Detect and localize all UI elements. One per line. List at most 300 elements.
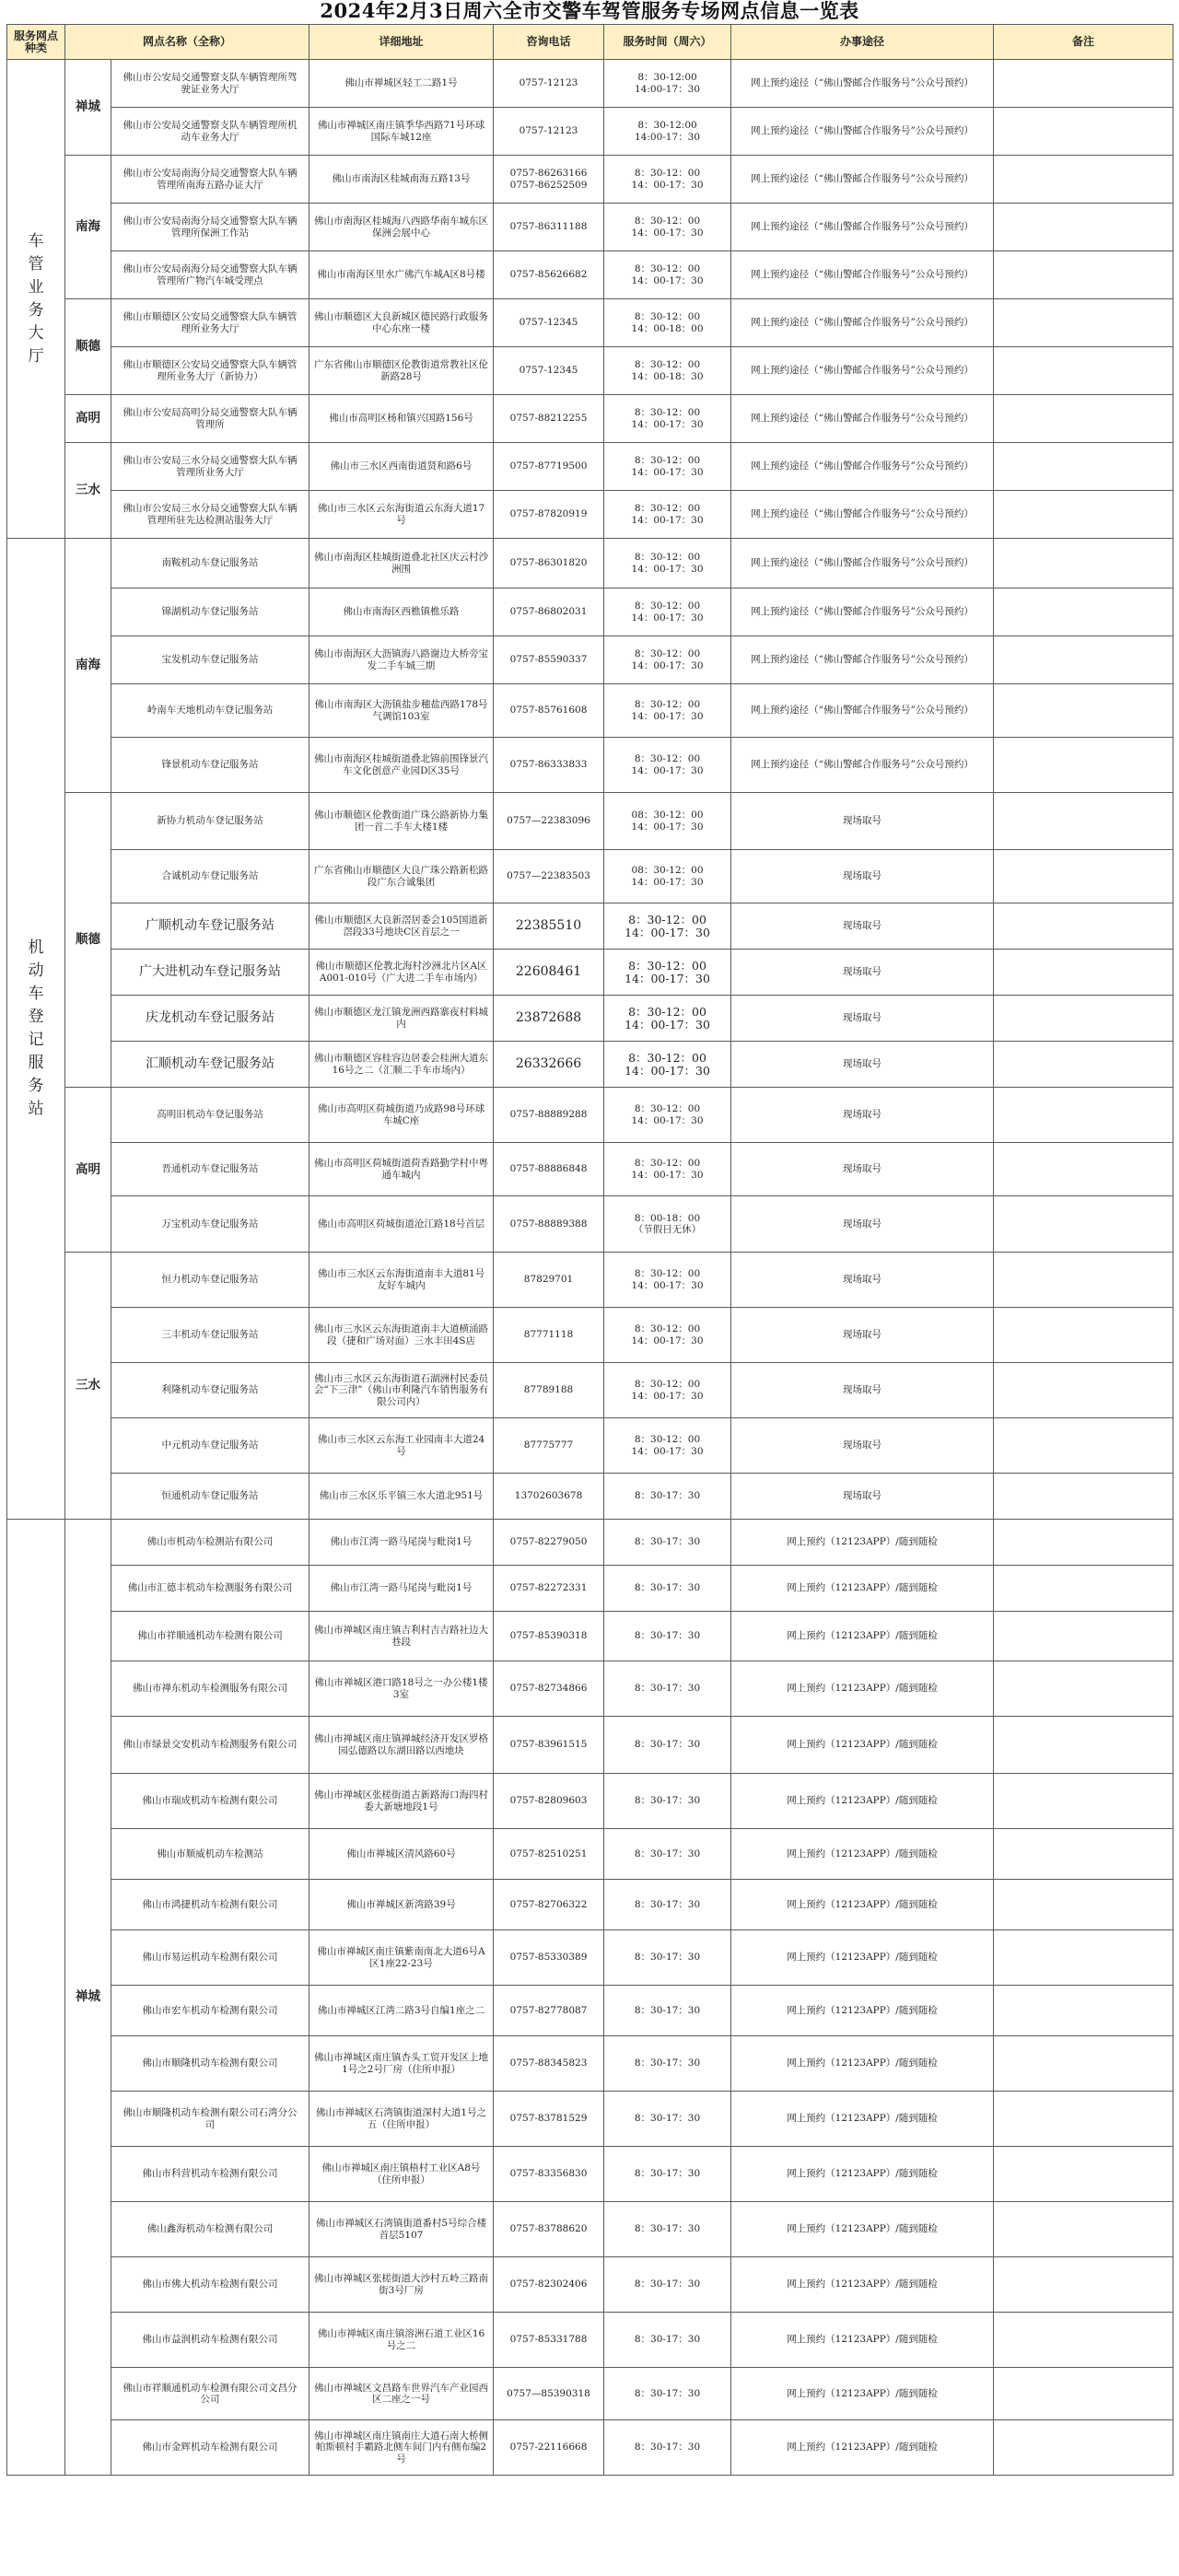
- header-type: 服务网点种类: [7, 25, 65, 60]
- phone-cell: 0757-12123: [494, 108, 604, 156]
- method-cell: 网上预约途径（“佛山警邮合作服务号”公众号预约）: [731, 156, 994, 204]
- point-name-cell: 佛山市鸿捷机动车检测有限公司: [111, 1880, 309, 1930]
- method-cell: 现场取号: [731, 1253, 994, 1308]
- hours-cell: 8：30-17：30: [604, 2092, 731, 2147]
- district-cell: 三水: [65, 1253, 111, 1520]
- phone-cell: 0757—22383096: [494, 793, 604, 850]
- point-name-cell: 晋通机动车登记服务站: [111, 1143, 309, 1196]
- table-row: [7, 1474, 1173, 1520]
- category-cell: 车管业务大厅: [7, 60, 65, 539]
- district-cell: 高明: [65, 395, 111, 443]
- hours-cell: 08：30-12：00 14：00-17：30: [604, 850, 731, 903]
- phone-cell: 87829701: [494, 1253, 604, 1308]
- hours-cell: 8：30-12：00 14：00-17：30: [604, 1042, 731, 1088]
- method-cell: 网上预约（12123APP）/随到随检: [731, 2420, 994, 2476]
- table-row: [7, 589, 1173, 636]
- method-cell: 网上预约（12123APP）/随到随检: [731, 1880, 994, 1930]
- district-cell: 顺德: [65, 793, 111, 1088]
- district-cell: 禅城: [65, 60, 111, 156]
- remark-cell: [994, 2257, 1173, 2313]
- address-cell: 佛山市禅城区南庄镇南庄大道石南大桥侧帕斯顿村手霸路北侧车间门内有侧布编2号: [309, 2420, 494, 2476]
- hours-cell: 8：30-12：00 14：00-17：30: [604, 443, 731, 491]
- address-cell: 佛山市顺德区龙江镇龙洲西路寨夜村料城内: [309, 996, 494, 1042]
- remark-cell: [994, 204, 1173, 251]
- method-cell: 网上预约（12123APP）/随到随检: [731, 2368, 994, 2420]
- phone-cell: 0757-88889388: [494, 1196, 604, 1253]
- address-cell: 佛山市三水区西南街道贤和路6号: [309, 443, 494, 491]
- hours-cell: 8：30-12：00 14：00-17：30: [604, 491, 731, 539]
- phone-cell: 0757-82734866: [494, 1661, 604, 1717]
- phone-cell: 0757—22383503: [494, 850, 604, 903]
- point-name-cell: 广大进机动车登记服务站: [111, 950, 309, 996]
- method-cell: 网上预约（12123APP）/随到随检: [731, 1566, 994, 1612]
- address-cell: 佛山市禅城区南庄镇杏头工贸开发区上地1号之2号厂房（住所申报）: [309, 2036, 494, 2092]
- point-name-cell: 锋景机动车登记服务站: [111, 738, 309, 793]
- category-cell: 机动车登记服务站: [7, 539, 65, 1520]
- hours-cell: 8：30-17：30: [604, 1829, 731, 1880]
- point-name-cell: 汇顺机动车登记服务站: [111, 1042, 309, 1088]
- point-name-cell: 佛山市公安局三水分局交通警察大队车辆管理所驻先达检测站服务大厅: [111, 491, 309, 539]
- point-name-cell: 佛山市顺威机动车检测站: [111, 1829, 309, 1880]
- district-cell: 南海: [65, 539, 111, 793]
- address-cell: 佛山市高明区荷城街道沧江路18号首层: [309, 1196, 494, 1253]
- method-cell: 现场取号: [731, 850, 994, 903]
- header-row: [7, 25, 1173, 60]
- phone-cell: 0757-83788620: [494, 2202, 604, 2257]
- hours-cell: 8：30-17：30: [604, 1520, 731, 1566]
- phone-cell: 0757-85590337: [494, 636, 604, 684]
- phone-cell: 0757-87820919: [494, 491, 604, 539]
- point-name-cell: 佛山市科营机动车检测有限公司: [111, 2147, 309, 2202]
- address-cell: 佛山市三水区云东海街道南丰大道81号友好车城内: [309, 1253, 494, 1308]
- hours-cell: 8：30-12：00 14：00-17：30: [604, 684, 731, 738]
- address-cell: 佛山市三水区云东海工业园南丰大道24号: [309, 1418, 494, 1474]
- phone-cell: 13702603678: [494, 1474, 604, 1520]
- phone-cell: 0757-88889288: [494, 1088, 604, 1143]
- method-cell: 网上预约途径（“佛山警邮合作服务号”公众号预约）: [731, 204, 994, 251]
- table-row: [7, 1661, 1173, 1717]
- hours-cell: 8：30-17：30: [604, 2313, 731, 2368]
- table-row: [7, 2036, 1173, 2092]
- header-address: 详细地址: [309, 25, 494, 60]
- method-cell: 现场取号: [731, 903, 994, 950]
- method-cell: 网上预约（12123APP）/随到随检: [731, 1986, 994, 2036]
- header-method: 办事途径: [731, 25, 994, 60]
- method-cell: 网上预约途径（“佛山警邮合作服务号”公众号预约）: [731, 251, 994, 299]
- remark-cell: [994, 1612, 1173, 1661]
- point-name-cell: 佛山鑫海机动车检测有限公司: [111, 2202, 309, 2257]
- phone-cell: 0757-88212255: [494, 395, 604, 443]
- hours-cell: 8：30-17：30: [604, 2147, 731, 2202]
- point-name-cell: 佛山市顺隆机动车检测有限公司: [111, 2036, 309, 2092]
- table-row: [7, 636, 1173, 684]
- table-row: [7, 1930, 1173, 1986]
- address-cell: 广东省佛山市顺德区大良广珠公路新松路段广东合诚集团: [309, 850, 494, 903]
- remark-cell: [994, 539, 1173, 589]
- table-row: [7, 1986, 1173, 2036]
- table-row: [7, 684, 1173, 738]
- point-name-cell: 佛山市瑞成机动车检测有限公司: [111, 1774, 309, 1829]
- address-cell: 佛山市江湾一路马尾岗与毗岗1号: [309, 1520, 494, 1566]
- point-name-cell: 佛山市机动车检测站有限公司: [111, 1520, 309, 1566]
- point-name-cell: 佛山市公安局三水分局交通警察大队车辆管理所业务大厅: [111, 443, 309, 491]
- phone-cell: 0757-83356830: [494, 2147, 604, 2202]
- hours-cell: 8：30-12：00 14：00-17：30: [604, 1418, 731, 1474]
- point-name-cell: 佛山市禅东机动车检测服务有限公司: [111, 1661, 309, 1717]
- remark-cell: [994, 1717, 1173, 1774]
- phone-cell: 0757-87719500: [494, 443, 604, 491]
- remark-cell: [994, 2368, 1173, 2420]
- phone-cell: 0757-12345: [494, 299, 604, 347]
- district-cell: 顺德: [65, 299, 111, 395]
- remark-cell: [994, 1880, 1173, 1930]
- address-cell: 佛山市顺德区容桂容边居委会桂洲大道东16号之二（汇顺二手车市场内）: [309, 1042, 494, 1088]
- point-name-cell: 佛山市佛大机动车检测有限公司: [111, 2257, 309, 2313]
- remark-cell: [994, 108, 1173, 156]
- method-cell: 网上预约途径（“佛山警邮合作服务号”公众号预约）: [731, 684, 994, 738]
- address-cell: 佛山市南海区大沥镇海八路谢边大桥旁宝发二手车城三期: [309, 636, 494, 684]
- remark-cell: [994, 251, 1173, 299]
- phone-cell: 23872688: [494, 996, 604, 1042]
- hours-cell: 8：30-17：30: [604, 2368, 731, 2420]
- point-name-cell: 佛山市金辉机动车检测有限公司: [111, 2420, 309, 2476]
- method-cell: 网上预约（12123APP）/随到随检: [731, 1930, 994, 1986]
- hours-cell: 8：00-18：00 （节假日无休）: [604, 1196, 731, 1253]
- address-cell: 佛山市禅城区石湾镇街道深村大道1号之五（住所申报）: [309, 2092, 494, 2147]
- method-cell: 现场取号: [731, 1042, 994, 1088]
- table-row: [7, 2420, 1173, 2476]
- point-name-cell: 庆龙机动车登记服务站: [111, 996, 309, 1042]
- phone-cell: 0757-12345: [494, 347, 604, 395]
- phone-cell: 87771118: [494, 1308, 604, 1363]
- table-row: [7, 1829, 1173, 1880]
- category-cell: [7, 1520, 65, 2476]
- point-name-cell: 佛山市益润机动车检测有限公司: [111, 2313, 309, 2368]
- hours-cell: 8：30-12:00 14:00-17：30: [604, 108, 731, 156]
- point-name-cell: 佛山市祥顺通机动车检测有限公司: [111, 1612, 309, 1661]
- table-row: [7, 156, 1173, 204]
- method-cell: 网上预约途径（“佛山警邮合作服务号”公众号预约）: [731, 539, 994, 589]
- hours-cell: 8：30-17：30: [604, 1661, 731, 1717]
- remark-cell: [994, 589, 1173, 636]
- method-cell: 网上预约（12123APP）/随到随检: [731, 1717, 994, 1774]
- remark-cell: [994, 2313, 1173, 2368]
- hours-cell: 8：30-12：00 14：00-17：30: [604, 636, 731, 684]
- table-row: [7, 1612, 1173, 1661]
- remark-cell: [994, 491, 1173, 539]
- point-name-cell: 南鞍机动车登记服务站: [111, 539, 309, 589]
- point-name-cell: 佛山市公安局交通警察支队车辆管理所机动车业务大厅: [111, 108, 309, 156]
- hours-cell: 8：30-12：00 14：00-17：30: [604, 1308, 731, 1363]
- table-row: [7, 1363, 1173, 1418]
- remark-cell: [994, 2092, 1173, 2147]
- address-cell: 佛山市三水区乐平镇三水大道北951号: [309, 1474, 494, 1520]
- method-cell: 网上预约途径（“佛山警邮合作服务号”公众号预约）: [731, 589, 994, 636]
- table-row: [7, 108, 1173, 156]
- table-row: [7, 395, 1173, 443]
- point-name-cell: 锦湖机动车登记服务站: [111, 589, 309, 636]
- method-cell: 网上预约途径（“佛山警邮合作服务号”公众号预约）: [731, 395, 994, 443]
- remark-cell: [994, 2036, 1173, 2092]
- phone-cell: 26332666: [494, 1042, 604, 1088]
- header-remark: 备注: [994, 25, 1173, 60]
- address-cell: 佛山市顺德区伦教北海村沙洲北片区A区A001-010号（广大进二手车市场内）: [309, 950, 494, 996]
- address-cell: 佛山市三水区云东海街道南丰大道横涌路段（捷和广场对面）三水丰田4S店: [309, 1308, 494, 1363]
- remark-cell: [994, 950, 1173, 996]
- remark-cell: [994, 738, 1173, 793]
- table-row: [7, 2202, 1173, 2257]
- remark-cell: [994, 1088, 1173, 1143]
- method-cell: 网上预约（12123APP）/随到随检: [731, 2313, 994, 2368]
- hours-cell: 8：30-12：00 14：00-17：30: [604, 738, 731, 793]
- point-name-cell: 三丰机动车登记服务站: [111, 1308, 309, 1363]
- phone-cell: 0757-82279050: [494, 1520, 604, 1566]
- hours-cell: 8：30-17：30: [604, 1880, 731, 1930]
- district-cell: 三水: [65, 443, 111, 539]
- table-row: [7, 60, 1173, 108]
- method-cell: 网上预约途径（“佛山警邮合作服务号”公众号预约）: [731, 738, 994, 793]
- address-cell: 佛山市三水区云东海街道石湖洲村民委员会“下三津”（佛山市利隆汽车销售服务有限公司内）: [309, 1363, 494, 1418]
- method-cell: 现场取号: [731, 1196, 994, 1253]
- header-name: 网点名称（全称）: [65, 25, 309, 60]
- method-cell: 现场取号: [731, 1474, 994, 1520]
- method-cell: 现场取号: [731, 1143, 994, 1196]
- remark-cell: [994, 1143, 1173, 1196]
- method-cell: 网上预约途径（“佛山警邮合作服务号”公众号预约）: [731, 636, 994, 684]
- point-name-cell: 宝发机动车登记服务站: [111, 636, 309, 684]
- point-name-cell: 恒力机动车登记服务站: [111, 1253, 309, 1308]
- hours-cell: 8：30-17：30: [604, 1717, 731, 1774]
- hours-cell: 8：30-17：30: [604, 1612, 731, 1661]
- hours-cell: 8：30-12：00 14：00-17：30: [604, 1253, 731, 1308]
- table-row: [7, 2257, 1173, 2313]
- method-cell: 网上预约（12123APP）/随到随检: [731, 2257, 994, 2313]
- table-row: [7, 1196, 1173, 1253]
- table-row: [7, 738, 1173, 793]
- hours-cell: 8：30-12：00 14：00-17：30: [604, 996, 731, 1042]
- table-row: [7, 1566, 1173, 1612]
- phone-cell: 0757-86301820: [494, 539, 604, 589]
- hours-cell: 8：30-12：00 14：00-17：30: [604, 1088, 731, 1143]
- phone-cell: 0757-82809603: [494, 1774, 604, 1829]
- table-row: [7, 1880, 1173, 1930]
- remark-cell: [994, 1661, 1173, 1717]
- point-name-cell: 利隆机动车登记服务站: [111, 1363, 309, 1418]
- remark-cell: [994, 1253, 1173, 1308]
- phone-cell: 0757-85330389: [494, 1930, 604, 1986]
- remark-cell: [994, 850, 1173, 903]
- remark-cell: [994, 1829, 1173, 1880]
- phone-cell: 0757-82510251: [494, 1829, 604, 1880]
- address-cell: 佛山市顺德区伦教街道广珠公路新协力集团一首二手车大楼1楼: [309, 793, 494, 850]
- phone-cell: 0757-82778087: [494, 1986, 604, 2036]
- point-name-cell: 佛山市公安局交通警察支队车辆管理所驾驶证业务大厅: [111, 60, 309, 108]
- point-name-cell: 佛山市汇德丰机动车检测服务有限公司: [111, 1566, 309, 1612]
- point-name-cell: 万宝机动车登记服务站: [111, 1196, 309, 1253]
- remark-cell: [994, 395, 1173, 443]
- method-cell: 现场取号: [731, 1363, 994, 1418]
- table-row: [7, 1418, 1173, 1474]
- phone-cell: 0757-82302406: [494, 2257, 604, 2313]
- method-cell: 网上预约途径（“佛山警邮合作服务号”公众号预约）: [731, 347, 994, 395]
- hours-cell: 08：30-12：00 14：00-17：30: [604, 793, 731, 850]
- address-cell: 佛山市禅城区南庄镇季华西路71号环球国际车城12座: [309, 108, 494, 156]
- address-cell: 佛山市禅城区张槎街道大沙村五岭三路南街3号厂房: [309, 2257, 494, 2313]
- remark-cell: [994, 347, 1173, 395]
- table-row: [7, 2313, 1173, 2368]
- hours-cell: 8：30-17：30: [604, 2257, 731, 2313]
- table-row: [7, 1774, 1173, 1829]
- method-cell: 现场取号: [731, 1418, 994, 1474]
- hours-cell: 8：30-17：30: [604, 2202, 731, 2257]
- table-row: [7, 2147, 1173, 2202]
- hours-cell: 8：30-12：00 14：00-18：30: [604, 347, 731, 395]
- service-points-table: [6, 24, 1173, 2476]
- table-row: [7, 251, 1173, 299]
- phone-cell: 0757-88345823: [494, 2036, 604, 2092]
- address-cell: 佛山市高明区荷城街道荷香路勤学村中粤通车城内: [309, 1143, 494, 1196]
- point-name-cell: 佛山市顺德区公安局交通警察大队车辆管理所业务大厅（新协力）: [111, 347, 309, 395]
- point-name-cell: 佛山市公安局南海分局交通警察大队车辆管理所保洲工作站: [111, 204, 309, 251]
- address-cell: 佛山市禅城区张槎街道古新路海口海四村委大新塘地段1号: [309, 1774, 494, 1829]
- phone-cell: 0757-88886848: [494, 1143, 604, 1196]
- method-cell: 现场取号: [731, 950, 994, 996]
- phone-cell: 0757-85761608: [494, 684, 604, 738]
- method-cell: 网上预约（12123APP）/随到随检: [731, 2092, 994, 2147]
- table-row: [7, 903, 1173, 950]
- address-cell: 佛山市禅城区南庄镇吉利村吉吉路社边大巷段: [309, 1612, 494, 1661]
- phone-cell: 0757-85331788: [494, 2313, 604, 2368]
- remark-cell: [994, 1774, 1173, 1829]
- hours-cell: 8：30-17：30: [604, 2420, 731, 2476]
- address-cell: 佛山市禅城区轻工二路1号: [309, 60, 494, 108]
- address-cell: 佛山市禅城区港口路18号之一办公楼1楼3室: [309, 1661, 494, 1717]
- address-cell: 佛山市禅城区江湾二路3号自编1座之二: [309, 1986, 494, 2036]
- point-name-cell: 佛山市祥顺通机动车检测有限公司文昌分公司: [111, 2368, 309, 2420]
- district-cell: 南海: [65, 156, 111, 299]
- remark-cell: [994, 2147, 1173, 2202]
- point-name-cell: 高明旧机动车登记服务站: [111, 1088, 309, 1143]
- remark-cell: [994, 1196, 1173, 1253]
- address-cell: 佛山市禅城区石湾镇街道番村5号综合楼首层5107: [309, 2202, 494, 2257]
- phone-cell: 0757-12123: [494, 60, 604, 108]
- method-cell: 网上预约（12123APP）/随到随检: [731, 2202, 994, 2257]
- remark-cell: [994, 903, 1173, 950]
- table-row: [7, 850, 1173, 903]
- remark-cell: [994, 1418, 1173, 1474]
- remark-cell: [994, 156, 1173, 204]
- address-cell: 佛山市禅城区清风路60号: [309, 1829, 494, 1880]
- remark-cell: [994, 1474, 1173, 1520]
- phone-cell: 87789188: [494, 1363, 604, 1418]
- point-name-cell: 佛山市绿景交安机动车检测服务有限公司: [111, 1717, 309, 1774]
- address-cell: 佛山市顺德区大良新城区德民路行政服务中心东座一楼: [309, 299, 494, 347]
- phone-cell: 0757-83961515: [494, 1717, 604, 1774]
- hours-cell: 8：30-17：30: [604, 1474, 731, 1520]
- method-cell: 现场取号: [731, 793, 994, 850]
- hours-cell: 8：30-12：00 14：00-17：30: [604, 251, 731, 299]
- remark-cell: [994, 299, 1173, 347]
- hours-cell: 8：30-12：00 14：00-17：30: [604, 395, 731, 443]
- remark-cell: [994, 1986, 1173, 2036]
- remark-cell: [994, 443, 1173, 491]
- method-cell: 网上预约（12123APP）/随到随检: [731, 2036, 994, 2092]
- hours-cell: 8：30-12：00 14：00-17：30: [604, 204, 731, 251]
- header-phone: 咨询电话: [494, 25, 604, 60]
- hours-cell: 8：30-12：00 14：00-17：30: [604, 950, 731, 996]
- table-row: [7, 1042, 1173, 1088]
- phone-cell: 0757-86311188: [494, 204, 604, 251]
- remark-cell: [994, 1308, 1173, 1363]
- remark-cell: [994, 1520, 1173, 1566]
- table-row: [7, 2092, 1173, 2147]
- method-cell: 网上预约（12123APP）/随到随检: [731, 1829, 994, 1880]
- phone-cell: 0757-22116668: [494, 2420, 604, 2476]
- hours-cell: 8：30-12：00 14：00-17：30: [604, 1143, 731, 1196]
- district-cell: 高明: [65, 1088, 111, 1253]
- address-cell: 佛山市高明区荷城街道乃成路98号环球车城C座: [309, 1088, 494, 1143]
- district-cell: 禅城: [65, 1520, 111, 2476]
- remark-cell: [994, 1042, 1173, 1088]
- table-row: [7, 539, 1173, 589]
- point-name-cell: 中元机动车登记服务站: [111, 1418, 309, 1474]
- remark-cell: [994, 1363, 1173, 1418]
- method-cell: 网上预约途径（“佛山警邮合作服务号”公众号预约）: [731, 491, 994, 539]
- phone-cell: 22385510: [494, 903, 604, 950]
- method-cell: 网上预约途径（“佛山警邮合作服务号”公众号预约）: [731, 299, 994, 347]
- address-cell: 佛山市禅城区南庄镇禅城经济开发区罗格园弘德路以东湖田路以西地块: [309, 1717, 494, 1774]
- phone-cell: 0757-85626682: [494, 251, 604, 299]
- method-cell: 网上预约（12123APP）/随到随检: [731, 1520, 994, 1566]
- point-name-cell: 佛山市宏车机动车检测有限公司: [111, 1986, 309, 2036]
- address-cell: 广东省佛山市顺德区伦教街道常教社区伦新路28号: [309, 347, 494, 395]
- method-cell: 现场取号: [731, 996, 994, 1042]
- method-cell: 网上预约途径（“佛山警邮合作服务号”公众号预约）: [731, 443, 994, 491]
- method-cell: 网上预约（12123APP）/随到随检: [731, 1612, 994, 1661]
- remark-cell: [994, 60, 1173, 108]
- address-cell: 佛山市禅城区南庄镇溶洲石道工业区16号之二: [309, 2313, 494, 2368]
- remark-cell: [994, 636, 1173, 684]
- method-cell: 现场取号: [731, 1088, 994, 1143]
- hours-cell: 8：30-17：30: [604, 1986, 731, 2036]
- hours-cell: 8：30-17：30: [604, 1566, 731, 1612]
- remark-cell: [994, 2202, 1173, 2257]
- point-name-cell: 恒通机动车登记服务站: [111, 1474, 309, 1520]
- table-row: [7, 950, 1173, 996]
- phone-cell: 0757—85390318: [494, 2368, 604, 2420]
- table-row: [7, 996, 1173, 1042]
- address-cell: 佛山市江湾一路马尾岗与毗岗1号: [309, 1566, 494, 1612]
- phone-cell: 0757-83781529: [494, 2092, 604, 2147]
- page-title: 2024年2月3日周六全市交警车驾管服务专场网点信息一览表: [320, 0, 859, 22]
- address-cell: 佛山市禅城区南庄镇紫南南北大道6号A区1座22-23号: [309, 1930, 494, 1986]
- point-name-cell: 广顺机动车登记服务站: [111, 903, 309, 950]
- remark-cell: [994, 793, 1173, 850]
- point-name-cell: 佛山市公安局高明分局交通警察大队车辆管理所: [111, 395, 309, 443]
- table-row: [7, 443, 1173, 491]
- table-row: [7, 1253, 1173, 1308]
- table-row: [7, 299, 1173, 347]
- hours-cell: 8：30-17：30: [604, 2036, 731, 2092]
- method-cell: 网上预约（12123APP）/随到随检: [731, 1774, 994, 1829]
- remark-cell: [994, 996, 1173, 1042]
- table-row: [7, 1088, 1173, 1143]
- table-row: [7, 1143, 1173, 1196]
- phone-cell: 0757-86263166 0757-86252509: [494, 156, 604, 204]
- hours-cell: 8：30-12：00 14：00-18：00: [604, 299, 731, 347]
- address-cell: 佛山市三水区云东海街道云东海大道17号: [309, 491, 494, 539]
- remark-cell: [994, 1566, 1173, 1612]
